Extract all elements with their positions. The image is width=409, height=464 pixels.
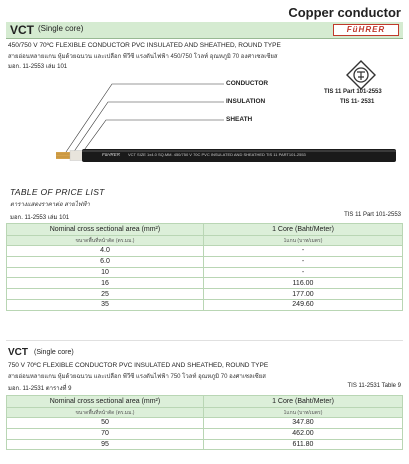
callout-conductor: CONDUCTOR (226, 80, 269, 87)
price-table-1 (6, 223, 403, 311)
table1-col2-subheader: 1แกน (บาท/เมตร) (203, 236, 402, 246)
price-cell: - (203, 246, 402, 257)
price-cell: 462.00 (203, 428, 402, 439)
section-title: TABLE OF PRICE LIST (10, 187, 105, 197)
table-row (7, 428, 403, 439)
section-divider (6, 340, 403, 341)
table-row (7, 439, 403, 450)
table2-col2-subheader: 1แกน (บาท/เมตร) (203, 408, 402, 418)
area-cell: 16 (7, 278, 204, 289)
table-row (7, 299, 403, 310)
price-table-2 (6, 395, 403, 450)
table-row (7, 246, 403, 257)
price-cell: 347.80 (203, 418, 402, 429)
area-cell: 95 (7, 439, 204, 450)
table-row (7, 256, 403, 267)
cable-print: VCT SIZE 1x4.0 SQ.MM. 450/750 V 70C PVC INSULATED AND SHEATHED TIS 11 PART101-2553 (128, 152, 306, 157)
table-row (7, 278, 403, 289)
area-cell: 50 (7, 418, 204, 429)
product2-name: VCT (8, 347, 28, 358)
cable-brand-print: FüHRER (102, 152, 121, 157)
area-cell: 35 (7, 299, 204, 310)
tis-standard-2: TIS 11- 2531 (340, 99, 375, 105)
table-row (7, 267, 403, 278)
price-cell: 249.60 (203, 299, 402, 310)
table2-col2-header: 1 Core (Baht/Meter) (203, 396, 402, 408)
table1-ref-right: TIS 11 Part 101-2553 (344, 212, 401, 218)
product2-description-th: สายอ่อนหลายแกน หุ้มด้วยฉนวน และเปลือก พีวีซี แรงดันไฟฟ้า 750 โวลท์ อุณหภูมิ 70 องศาเซลเซียส (8, 374, 266, 380)
product-subtitle: (Single core) (38, 24, 84, 33)
table-row (7, 289, 403, 300)
callout-sheath: SHEATH (226, 116, 253, 123)
table-row (7, 418, 403, 429)
product-header-bar (6, 22, 403, 39)
cable-illustration (0, 74, 409, 174)
table2-ref-left: มอก. 11-2531 ตารางที่ 9 (8, 386, 72, 392)
table2-ref-right: TIS 11-2531 Table 9 (347, 383, 401, 389)
area-cell: 6.0 (7, 256, 204, 267)
callout-insulation: INSULATION (226, 98, 266, 105)
price-cell: 611.80 (203, 439, 402, 450)
product-name: VCT (10, 23, 34, 37)
table1-col1-subheader: ขนาดพื้นที่หน้าตัด (ตร.มม.) (7, 236, 204, 246)
price-cell: - (203, 256, 402, 267)
area-cell: 25 (7, 289, 204, 300)
product-description-th: สายอ่อนหลายแกน หุ้มด้วยฉนวน และเปลือก พีวีซี แรงดันไฟฟ้า 450/750 โวลท์ อุณหภูมิ 70 องศาเซลเซียส (8, 54, 278, 60)
price-cell: - (203, 267, 402, 278)
area-cell: 4.0 (7, 246, 204, 257)
table1-col2-header: 1 Core (Baht/Meter) (203, 224, 402, 236)
area-cell: 10 (7, 267, 204, 278)
area-cell: 70 (7, 428, 204, 439)
table1-ref-left: มอก. 11-2553 เล่ม 101 (10, 215, 70, 221)
product2-subtitle: (Single core) (34, 349, 74, 356)
product-description-en: 450/750 V 70ºC FLEXIBLE CONDUCTOR PVC INSULATED AND SHEATHED, ROUND TYPE (8, 42, 281, 49)
price-cell: 116.00 (203, 278, 402, 289)
tis-standard-1: TIS 11 Part 101-2553 (324, 89, 382, 95)
table1-col1-header: Nominal cross sectional area (mm²) (7, 224, 204, 236)
page-title: Copper conductor (288, 5, 401, 20)
price-cell: 177.00 (203, 289, 402, 300)
standard-reference: มอก. 11-2553 เล่ม 101 (8, 64, 68, 70)
table2-col1-subheader: ขนาดพื้นที่หน้าตัด (ตร.มม.) (7, 408, 204, 418)
product2-description-en: 750 V 70ºC FLEXIBLE CONDUCTOR PVC INSULATED AND SHEATHED, ROUND TYPE (8, 362, 269, 369)
table2-col1-header: Nominal cross sectional area (mm²) (7, 396, 204, 408)
brand-logo: FüHRER (333, 24, 399, 36)
section-title-th: ตารางแสดงราคาต่อ สายไฟฟ้า (10, 202, 90, 208)
